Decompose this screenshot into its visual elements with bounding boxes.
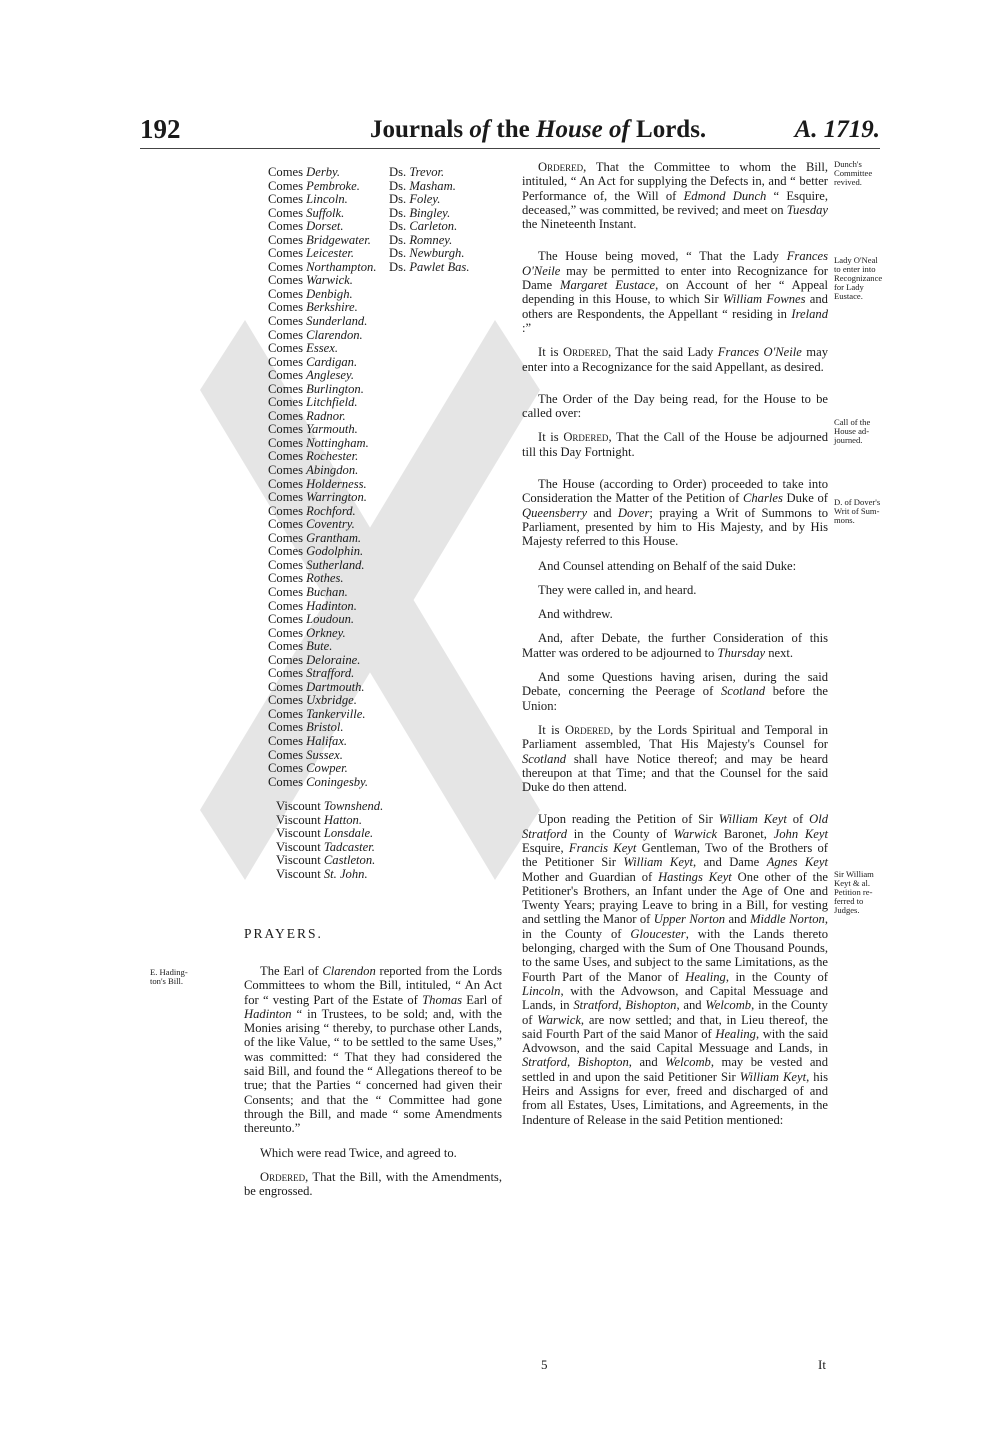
lord-rank: Comes bbox=[268, 706, 303, 721]
paragraph-debate-adjourned: And, after Debate, the further Consideration of this Matter was ordered to be adjourned to Thursday next. bbox=[522, 631, 828, 660]
lord-rank: Comes bbox=[268, 625, 303, 640]
running-title: Journals of the House of Lords. bbox=[370, 116, 707, 143]
paragraph-hadington-report: The Earl of Clarendon reported from the Lords Committees to whom the Bill, intituled, “ An Act for “ vesting Part of the Estate of Thomas Earl of Hadinton “ in Trustees, to be sold; and, with the Monies arising “ thereby, to purchase other Lands, of the like Value, “ to be settled to the same Uses,” was committed: “ That they had considered the said Bill, and found the “ Allegations thereof to be true; that the Parties “ concerned had given their Consents; and that the “ Committee had gone through the Bill, and made “ some Amendments thereunto.” bbox=[244, 964, 503, 1136]
lord-rank: Comes bbox=[268, 517, 303, 532]
lord-title: Berkshire. bbox=[306, 300, 358, 315]
lord-title: Carleton. bbox=[409, 219, 458, 234]
paragraph-engrossed: Ordered, That the Bill, with the Amendments, be engrossed. bbox=[244, 1169, 502, 1199]
lord-entry bbox=[276, 841, 406, 855]
lord-title: Cardigan. bbox=[306, 354, 358, 369]
lord-title: Essex. bbox=[306, 341, 338, 356]
lord-entry bbox=[268, 180, 398, 194]
lord-entry bbox=[268, 708, 398, 722]
margin-note-dunch: Dunch's Committee revived. bbox=[834, 159, 873, 187]
lord-rank: Viscount bbox=[276, 826, 321, 841]
paragraph-questions: And some Questions having arisen, during the said Debate, concerning the Peerage of Scotland before the Union: bbox=[522, 670, 829, 713]
lord-rank: Comes bbox=[268, 314, 303, 329]
lord-rank: Comes bbox=[268, 584, 303, 599]
lord-entry bbox=[268, 437, 398, 451]
margin-note-hadington: E. Hading- ton's Bill. bbox=[150, 967, 188, 986]
lord-rank: Viscount bbox=[276, 839, 321, 854]
lord-title: Leicester. bbox=[306, 246, 355, 261]
paragraph-called-in: They were called in, and heard. bbox=[538, 582, 697, 597]
lord-rank: Comes bbox=[268, 354, 303, 369]
lord-title: Pawlet Bas. bbox=[409, 259, 470, 274]
lord-rank: Comes bbox=[268, 341, 303, 356]
lord-title: Dartmouth. bbox=[306, 679, 365, 694]
paragraph-counsel: And Counsel attending on Behalf of the said Duke: bbox=[538, 558, 797, 573]
lord-entry bbox=[389, 180, 499, 194]
paragraph-read-twice: Which were read Twice, and agreed to. bbox=[260, 1145, 457, 1160]
lord-entry bbox=[268, 572, 398, 586]
lord-rank: Comes bbox=[268, 219, 303, 234]
lord-title: Lonsdale. bbox=[323, 826, 374, 841]
lord-entry bbox=[268, 735, 398, 749]
lord-entry bbox=[268, 450, 398, 464]
lord-title: Rochester. bbox=[306, 449, 359, 464]
lord-title: Northampton. bbox=[306, 259, 377, 274]
lord-entry bbox=[268, 505, 398, 519]
lord-title: Warrington. bbox=[306, 490, 367, 505]
lord-title: Masham. bbox=[409, 178, 456, 193]
lord-entry bbox=[268, 749, 398, 763]
lord-title: Foley. bbox=[409, 192, 441, 207]
lord-entry bbox=[268, 627, 398, 641]
lord-title: Newburgh. bbox=[409, 246, 465, 261]
lord-entry bbox=[268, 532, 398, 546]
lord-entry bbox=[389, 234, 499, 248]
lord-rank: Comes bbox=[268, 232, 303, 247]
lord-rank: Ds. bbox=[389, 259, 407, 274]
lord-entry bbox=[268, 667, 398, 681]
lord-title: Coventry. bbox=[306, 517, 355, 532]
lord-title: Bridgewater. bbox=[306, 232, 371, 247]
lord-entry bbox=[268, 342, 398, 356]
lord-title: Yarmouth. bbox=[306, 422, 358, 437]
lord-title: Tadcaster. bbox=[323, 839, 375, 854]
lord-entry bbox=[268, 288, 398, 302]
lord-rank: Viscount bbox=[276, 853, 321, 868]
lord-entry bbox=[268, 274, 398, 288]
lord-entry bbox=[389, 193, 499, 207]
lord-entry bbox=[268, 423, 398, 437]
lord-rank: Comes bbox=[268, 557, 303, 572]
lord-title: Coningesby. bbox=[306, 774, 369, 789]
lord-title: Lincoln. bbox=[306, 192, 348, 207]
lord-rank: Comes bbox=[268, 544, 303, 559]
lord-entry bbox=[268, 640, 398, 654]
lord-rank: Comes bbox=[268, 408, 303, 423]
lord-rank: Comes bbox=[268, 720, 303, 735]
lords-list-column-2 bbox=[389, 166, 499, 274]
lord-rank: Comes bbox=[268, 761, 303, 776]
paragraph-order-of-day: The Order of the Day being read, for the House to be called over: bbox=[522, 391, 828, 421]
lord-title: Castleton. bbox=[323, 853, 376, 868]
lord-title: Townshend. bbox=[323, 799, 384, 813]
lord-entry bbox=[268, 207, 398, 221]
lord-entry bbox=[268, 721, 398, 735]
lord-rank: Comes bbox=[268, 327, 303, 342]
paragraph-oneal-motion: The House being moved, “ That the Lady Frances O'Neile may be permitted to enter into Recognizance for Dame Margaret Eustace, on Account of her “ Appeal depending in this House, to which Sir William Fownes and others are Respondents, the Appellant “ residing in Ireland :” bbox=[522, 249, 829, 335]
lord-entry bbox=[268, 654, 398, 668]
lord-entry bbox=[268, 220, 398, 234]
lord-rank: Comes bbox=[268, 490, 303, 505]
margin-note-call-of-house: Call of the House ad- journed. bbox=[834, 417, 871, 445]
paragraph-call-adjourned: It is Ordered, That the Call of the House be adjourned till this Day Fortnight. bbox=[522, 430, 829, 459]
lord-title: Cowper. bbox=[306, 761, 348, 776]
header-year: A. 1719. bbox=[794, 116, 880, 143]
lord-entry bbox=[276, 854, 406, 868]
paragraph-scotland-order: It is Ordered, by the Lords Spiritual and Temporal in Parliament assembled, That His Majesty's Counsel for Scotland shall have Notice thereof; and may be heard thereupon at that Time; and that the Counsel for the said Duke do then attend. bbox=[522, 722, 828, 795]
prayers-heading: PRAYERS. bbox=[244, 926, 323, 941]
lord-title: Sussex. bbox=[306, 747, 343, 762]
lord-entry bbox=[268, 776, 398, 790]
left-column-text bbox=[244, 964, 502, 1208]
right-column-text bbox=[522, 160, 828, 1137]
lord-entry bbox=[268, 694, 398, 708]
lord-title: Rochford. bbox=[306, 503, 356, 518]
lord-title: Grantham. bbox=[306, 530, 362, 545]
lord-title: Strafford. bbox=[306, 666, 355, 681]
lord-rank: Ds. bbox=[389, 219, 407, 234]
lord-title: Sutherland. bbox=[306, 557, 365, 572]
lord-rank: Comes bbox=[268, 679, 303, 694]
lord-rank: Comes bbox=[268, 571, 303, 586]
lord-rank: Ds. bbox=[389, 232, 407, 247]
paragraph-dunch: Ordered, That the Committee to whom the Bill, intituled, “ An Act for supplying the Defects in, and “ better Performance of, the Will of Edmond Dunch “ Esquire, deceased,” was committed, be revived; and meet on Tuesday the Nineteenth Instant. bbox=[522, 160, 828, 232]
lord-title: Godolphin. bbox=[306, 544, 364, 559]
lord-entry bbox=[268, 762, 398, 776]
lord-title: Warwick. bbox=[306, 273, 353, 288]
catchword: It bbox=[818, 1357, 826, 1372]
lord-rank: Viscount bbox=[276, 866, 321, 881]
lord-title: Hadinton. bbox=[306, 598, 357, 613]
lord-title: Holderness. bbox=[306, 476, 367, 491]
lord-rank: Comes bbox=[268, 598, 303, 613]
lord-rank: Comes bbox=[268, 286, 303, 301]
page-header bbox=[140, 114, 880, 150]
lord-rank: Viscount bbox=[276, 812, 321, 827]
lord-rank: Comes bbox=[268, 435, 303, 450]
lord-rank: Comes bbox=[268, 652, 303, 667]
lord-rank: Comes bbox=[268, 205, 303, 220]
page-number: 192 bbox=[140, 114, 181, 144]
lord-entry bbox=[389, 247, 499, 261]
lord-title: Clarendon. bbox=[306, 327, 363, 342]
paragraph-withdrew: And withdrew. bbox=[538, 607, 613, 622]
lord-entry bbox=[268, 545, 398, 559]
lord-entry bbox=[268, 356, 398, 370]
lord-title: Deloraine. bbox=[306, 652, 361, 667]
lord-rank: Comes bbox=[268, 259, 303, 274]
lord-rank: Ds. bbox=[389, 205, 407, 220]
lord-title: Hatton. bbox=[323, 812, 363, 827]
lord-entry bbox=[276, 814, 406, 828]
lord-entry bbox=[268, 613, 398, 627]
lord-rank: Comes bbox=[268, 422, 303, 437]
lord-rank: Viscount bbox=[276, 799, 321, 813]
lord-rank: Comes bbox=[268, 273, 303, 288]
margin-note-dover: D. of Dover's Writ of Sum- mons. bbox=[834, 497, 881, 525]
lord-rank: Comes bbox=[268, 530, 303, 545]
lord-entry bbox=[268, 491, 398, 505]
lord-rank: Comes bbox=[268, 300, 303, 315]
lord-rank: Ds. bbox=[389, 246, 407, 261]
lord-entry bbox=[268, 301, 398, 315]
lord-rank: Comes bbox=[268, 381, 303, 396]
lord-rank: Comes bbox=[268, 463, 303, 478]
paragraph-dover-petition: The House (according to Order) proceeded to take into Consideration the Matter of the Petition of Charles Duke of Queensberry and Dover; praying a Writ of Summons to Parliament, presented by him to His Majesty, and by His Majesty referred to this House. bbox=[522, 477, 828, 549]
lord-rank: Comes bbox=[268, 192, 303, 207]
lord-entry bbox=[276, 827, 406, 841]
lord-rank: Comes bbox=[268, 178, 303, 193]
lord-rank: Comes bbox=[268, 774, 303, 789]
lord-entry bbox=[389, 166, 499, 180]
lord-title: Trevor. bbox=[409, 165, 445, 179]
lord-title: Pembroke. bbox=[306, 178, 360, 193]
lord-title: Buchan. bbox=[306, 584, 348, 599]
lord-title: Romney. bbox=[409, 232, 453, 247]
lord-entry bbox=[268, 383, 398, 397]
lord-entry bbox=[268, 410, 398, 424]
lord-title: St. John. bbox=[323, 866, 368, 881]
lord-rank: Comes bbox=[268, 395, 303, 410]
lord-rank: Ds. bbox=[389, 192, 407, 207]
lords-list-column-1 bbox=[268, 166, 398, 789]
lord-title: Bute. bbox=[306, 639, 333, 654]
lord-rank: Comes bbox=[268, 747, 303, 762]
lord-entry bbox=[389, 220, 499, 234]
lord-title: Tankerville. bbox=[306, 706, 366, 721]
lord-entry bbox=[268, 586, 398, 600]
lord-title: Abingdon. bbox=[306, 463, 359, 478]
margin-note-keyt: Sir William Keyt & al. Petition re- ferred to Judges. bbox=[834, 869, 874, 915]
lord-title: Anglesey. bbox=[306, 368, 355, 383]
lord-title: Loudoun. bbox=[306, 612, 355, 627]
lord-rank: Comes bbox=[268, 368, 303, 383]
lord-entry bbox=[268, 478, 398, 492]
lord-title: Denbigh. bbox=[306, 286, 353, 301]
lord-title: Nottingham. bbox=[306, 435, 369, 450]
lord-rank: Comes bbox=[268, 503, 303, 518]
lord-entry bbox=[268, 396, 398, 410]
lord-entry bbox=[276, 800, 406, 814]
lord-entry bbox=[276, 868, 406, 882]
lord-entry bbox=[268, 518, 398, 532]
lord-rank: Ds. bbox=[389, 165, 407, 179]
lord-entry bbox=[268, 329, 398, 343]
lord-title: Halifax. bbox=[306, 733, 348, 748]
lord-title: Rothes. bbox=[306, 571, 344, 586]
signature-mark: 5 bbox=[541, 1357, 548, 1372]
lord-rank: Comes bbox=[268, 246, 303, 261]
lord-rank: Comes bbox=[268, 165, 303, 179]
lord-title: Suffolk. bbox=[306, 205, 345, 220]
header-rule bbox=[140, 148, 880, 149]
lord-rank: Comes bbox=[268, 666, 303, 681]
lord-rank: Comes bbox=[268, 639, 303, 654]
lord-title: Orkney. bbox=[306, 625, 346, 640]
lord-entry bbox=[268, 315, 398, 329]
lord-rank: Ds. bbox=[389, 178, 407, 193]
margin-note-oneal: Lady O'Neal to enter into Recognizance for Lady Eustace. bbox=[834, 255, 883, 301]
lord-rank: Comes bbox=[268, 612, 303, 627]
lord-title: Uxbridge. bbox=[306, 693, 357, 708]
lord-entry bbox=[268, 261, 398, 275]
lord-title: Sunderland. bbox=[306, 314, 368, 329]
lord-title: Radnor. bbox=[306, 408, 346, 423]
lord-rank: Comes bbox=[268, 733, 303, 748]
lord-entry bbox=[389, 261, 499, 275]
lord-title: Litchfield. bbox=[306, 395, 358, 410]
lord-entry bbox=[268, 369, 398, 383]
lord-entry bbox=[389, 207, 499, 221]
lord-rank: Comes bbox=[268, 449, 303, 464]
lord-entry bbox=[268, 247, 398, 261]
lord-entry bbox=[268, 559, 398, 573]
paragraph-oneal-order: It is Ordered, That the said Lady Frances O'Neile may enter into a Recognizance for the said Appellant, as desired. bbox=[522, 345, 828, 374]
lord-title: Bingley. bbox=[409, 205, 451, 220]
lord-title: Burlington. bbox=[306, 381, 364, 396]
lord-entry bbox=[268, 234, 398, 248]
lord-entry bbox=[268, 193, 398, 207]
lord-title: Derby. bbox=[306, 165, 341, 179]
lord-entry bbox=[268, 681, 398, 695]
lord-rank: Comes bbox=[268, 476, 303, 491]
lord-rank: Comes bbox=[268, 693, 303, 708]
lord-entry bbox=[268, 600, 398, 614]
lord-title: Bristol. bbox=[306, 720, 344, 735]
lord-title: Dorset. bbox=[306, 219, 344, 234]
lord-entry bbox=[268, 166, 398, 180]
lord-entry bbox=[268, 464, 398, 478]
lords-list-viscounts bbox=[276, 800, 406, 881]
paragraph-keyt-petition: Upon reading the Petition of Sir William Keyt of Old Stratford in the County of Warwick Baronet, John Keyt Esquire, Francis Keyt Gentleman, Two of the Brothers of the Petitioner Sir William Keyt, and Dame Agnes Keyt Mother and Guardian of Hastings Keyt One other of the Petitioner's Brothers, an Infant under the Age of One and Twenty Years; praying Leave to bring in a Bill, for vesting and settling the Manor of Upper Norton and Middle Norton, in the County of Gloucester, with the Lands thereto belonging, charged with the Sum of One Thousand Pounds, to the same Uses, and subject to the same Limitations, as the Fourth Part of the Manor of Healing, in the County of Lincoln, with the Advowson, and Capital Messuage and Lands, in Stratford, Bishopton, and Welcomb, in the County of Warwick, are now settled; and that, in Lieu thereof, the said Fourth Part of the said Manor of Healing, with the said Advowson, and the said Capital Messuage and Lands, in Stratford, Bishopton, and Welcomb, may be vested and settled in and upon the said Petitioner Sir William Keyt, his Heirs and Assigns for ever, freed and discharged of and from all Estates, Uses, Limitations, and Agreements, in the Indenture of Release in the said Petition mentioned: bbox=[522, 812, 829, 1127]
